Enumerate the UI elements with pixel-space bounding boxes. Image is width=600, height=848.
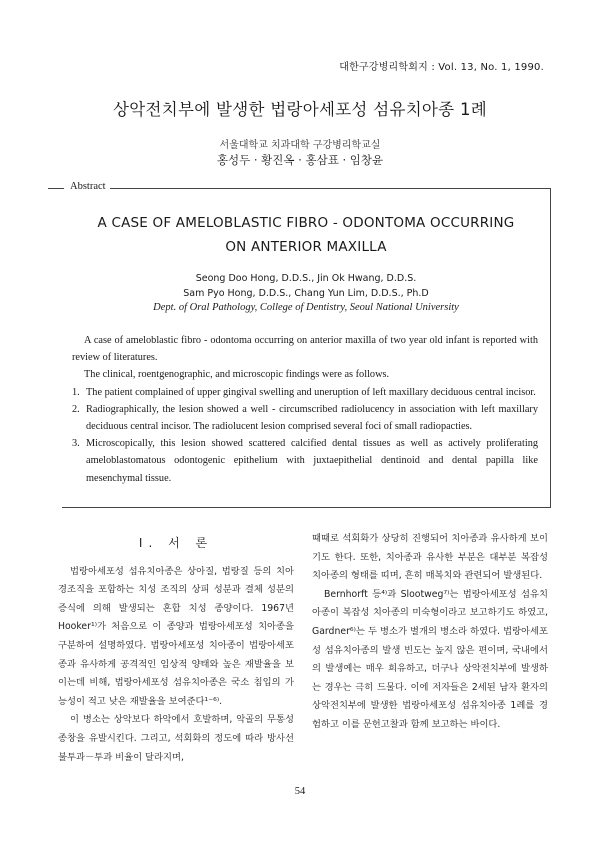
english-authors xyxy=(62,271,550,301)
english-authors-line1: Seong Doo Hong, D.D.S., Jin Ok Hwang, D.D.S. xyxy=(195,273,417,284)
abstract-body xyxy=(72,332,538,487)
abstract-intro2: The clinical, roentgenographic, and microscopic findings were as follows. xyxy=(84,369,390,381)
findings-list xyxy=(72,384,538,487)
finding-number: 3. xyxy=(72,438,80,450)
intro-paragraph-4: Bernhorft 등⁴⁾과 Slootweg⁷⁾는 법랑아세포성 섬유치아종이 복잡성 치아종의 미숙형이라고 보고하기도 하였고, Gardner⁶⁾는 두 병소가 별개의 병소라 하였다. 법랑아세포성 섬유치아종의 발생 빈도는 높지 않은 편이며, 국내에서의 발생예는 매우 희유하고, 더구나 상악전치부에 발생하는 경우는 극히 드물다. 이에 저자들은 2세된 남자 환자의 상악전치부에 발생한 법랑아세포성 섬유치아종 1례를 경험하고 이를 문헌고찰과 함께 보고하는 바이다. xyxy=(312,588,548,730)
finding-number: 2. xyxy=(72,403,80,415)
finding-text: Radiographically, the lesion showed a well - circumscribed radiolucency in association with left maxillary deciduous central incisor. The radiolucent lesion comprised several foci of small radiopacties. xyxy=(86,403,538,433)
abstract-label: Abstract xyxy=(64,181,110,192)
english-authors-line2: Sam Pyo Hong, D.D.S., Chang Yun Lim, D.D.S., Ph.D xyxy=(183,288,429,299)
finding-item xyxy=(72,401,538,435)
department: Dept. of Oral Pathology, College of Dentistry, Seoul National University xyxy=(153,302,459,313)
intro-paragraph-1: 법랑아세포성 섬유치아종은 상아질, 법랑질 등의 치아 경조직을 포함하는 치성 조직의 상피 성분과 결체 성분의 증식에 의해 발생되는 혼합 치성 종양이다. 1967년 Hooker¹⁾가 처음으로 이 종양과 법랑아세포성 치아종을 구분하여 설명하였다. 법랑아세포성 치아종이 법랑아세포종과 유사하게 공격적인 임상적 양태와 높은 재발율을 보이는데 비해, 법랑아세포성 섬유치아종은 국소 침입의 가능성이 적고 낮은 재발율을 보여준다¹⁻⁶⁾. xyxy=(58,565,294,707)
intro-paragraph-3: 때때로 석회화가 상당히 진행되어 치아종과 유사하게 보이기도 한다. 또한, 치아종과 유사한 부분은 대부분 복잡성 치아종의 형태를 띠며, 흔히 매복치와 관련되어 발생된다. xyxy=(312,533,548,582)
affiliation: 서울대학교 치과대학 구강병리학교실 xyxy=(219,140,381,151)
finding-item xyxy=(72,435,538,487)
english-title-line1: A CASE OF AMELOBLASTIC FIBRO - ODONTOMA OCCURRING xyxy=(97,215,515,231)
korean-title: 상악전치부에 발생한 법랑아세포성 섬유치아종 1례 xyxy=(113,100,487,119)
right-column xyxy=(312,530,548,735)
authors-korean: 홍성두 · 황진옥 · 홍삼표 · 임창윤 xyxy=(216,153,384,167)
finding-text: The patient complained of upper gingival swelling and uneruption of left maxillary deciduous central incisor. xyxy=(86,386,536,398)
finding-text: Microscopically, this lesion showed scattered calcified dental tissues as well as actively proliferating ameloblastomatous odontogenic epithelium with juxtaepithelial dentinoid and dental papilla like mesenchymal tissue. xyxy=(86,438,538,484)
section-heading: Ⅰ. 서 론 xyxy=(138,536,214,550)
abstract-rule-left xyxy=(48,188,62,189)
page-number: 54 xyxy=(294,786,306,797)
finding-number: 1. xyxy=(72,386,80,398)
english-title xyxy=(62,211,550,259)
intro-paragraph-2: 이 병소는 상악보다 하악에서 호발하며, 악골의 무통성 종창을 유발시킨다. 그리고, 석회화의 정도에 따라 방사선 불투과－투과 비율이 달라지며, xyxy=(58,714,294,763)
abstract-intro: A case of ameloblastic fibro - odontoma occurring on anterior maxilla of two year old infant is reported with review of literatures. xyxy=(72,335,538,364)
english-title-line2: ON ANTERIOR MAXILLA xyxy=(225,239,387,255)
left-column xyxy=(58,530,294,767)
journal-header: 대한구강병리학회지 : Vol. 13, No. 1, 1990. xyxy=(339,62,544,73)
finding-item xyxy=(72,384,538,401)
